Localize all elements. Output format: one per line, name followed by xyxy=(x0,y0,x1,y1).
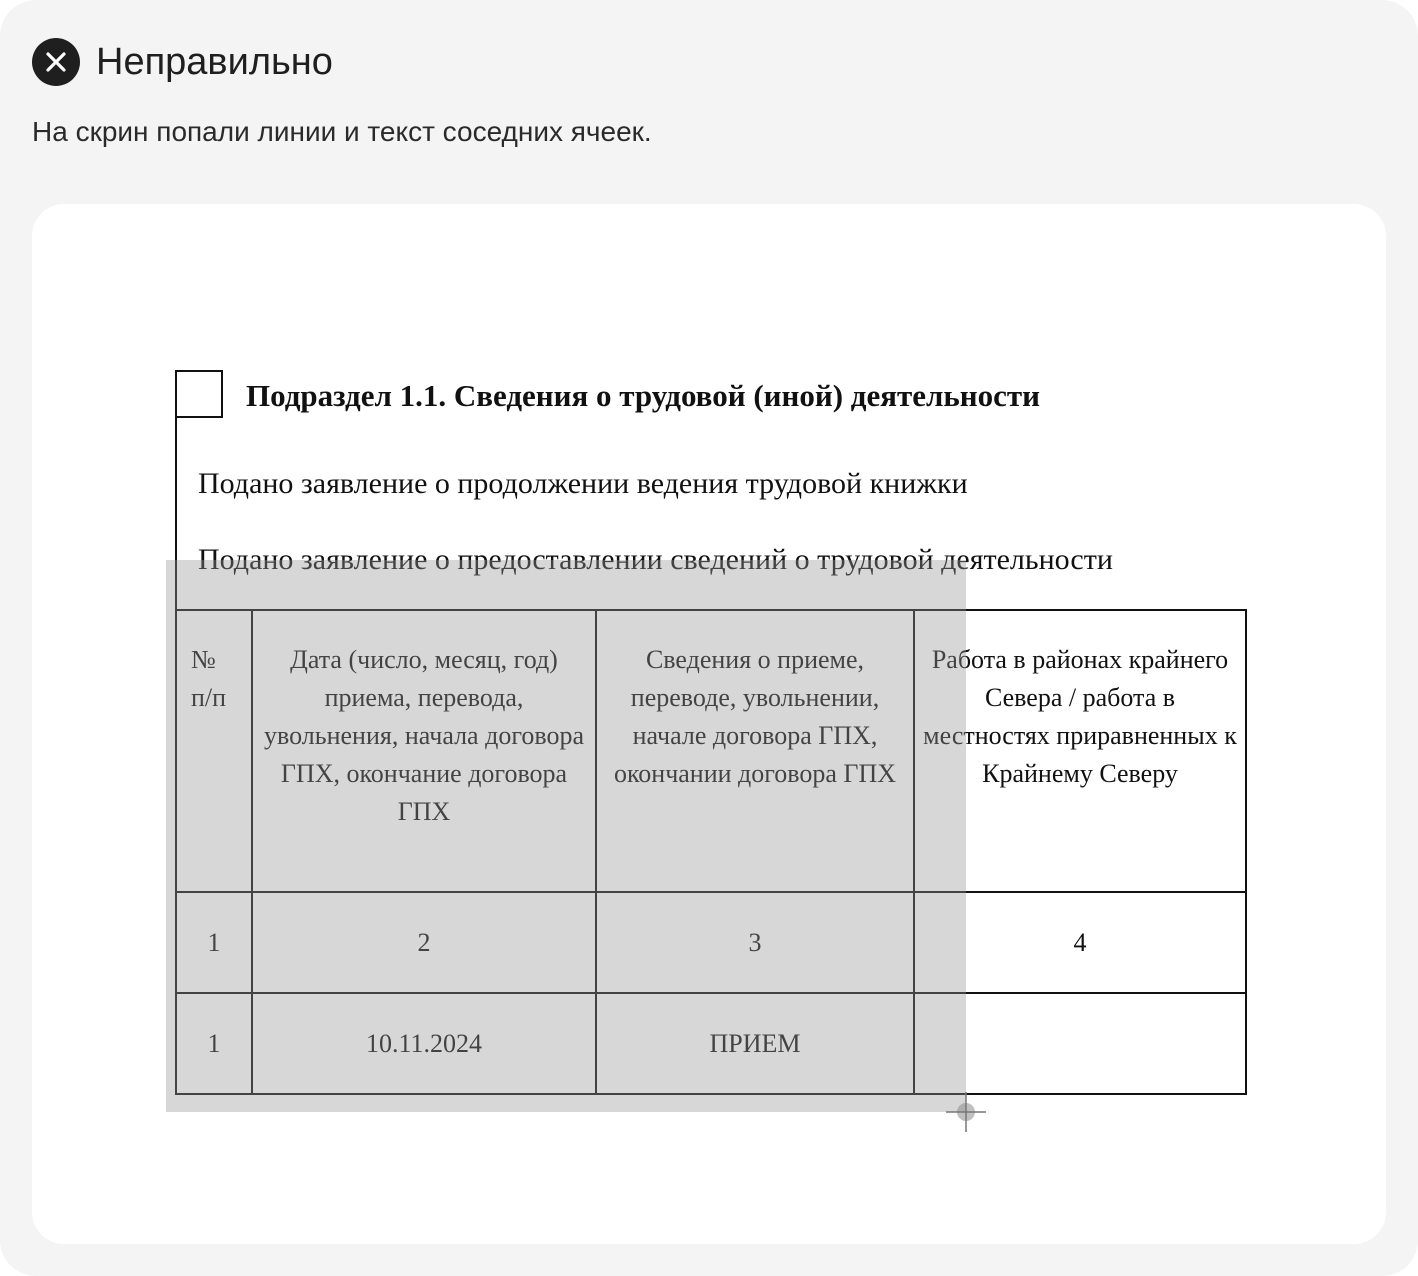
row-event-cell: ПРИЕМ xyxy=(596,993,914,1094)
column-number-cell: 1 xyxy=(176,892,252,993)
close-icon xyxy=(32,38,80,86)
column-number-cell: 4 xyxy=(914,892,1246,993)
option-continue-workbook: Подано заявление о продолжении ведения трудовой книжки xyxy=(198,467,968,500)
document-fragment xyxy=(32,204,1386,1244)
row-date-cell: 10.11.2024 xyxy=(252,993,596,1094)
header-cell-event: Сведения о приеме, переводе, увольнении, начале договора ГПХ, окончании договора ГПХ xyxy=(596,610,914,892)
header-cell-north: Работа в районах крайнего Севера / работа в местностях приравненных к Крайнему Северу xyxy=(914,610,1246,892)
screenshot-selection-area[interactable] xyxy=(166,560,966,1112)
status-title: Неправильно xyxy=(96,41,333,83)
row-number-cell: 1 xyxy=(176,993,252,1094)
section-checkbox xyxy=(175,370,223,418)
explanation-text: На скрин попали линии и текст соседних ячеек. xyxy=(32,116,652,147)
crosshair-cursor-icon xyxy=(946,1092,986,1132)
section-title: Подраздел 1.1. Сведения о трудовой (иной) деятельности xyxy=(246,378,1040,413)
header-cell-number: № п/п xyxy=(176,610,252,892)
header-cell-date: Дата (число, месяц, год) приема, перевода, увольнения, начала договора ГПХ, окончание договора ГПХ xyxy=(252,610,596,892)
column-number-cell: 2 xyxy=(252,892,596,993)
screenshot-card xyxy=(32,204,1386,1244)
column-number-cell: 3 xyxy=(596,892,914,993)
option-provide-work-info: Подано заявление о предоставлении сведений о трудовой деятельности xyxy=(198,543,1113,576)
